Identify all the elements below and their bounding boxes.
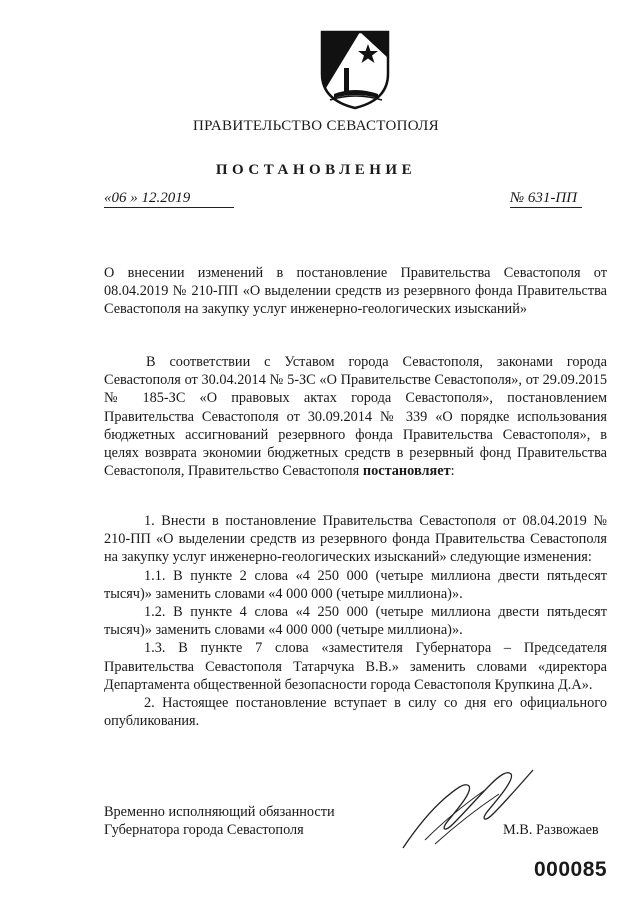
resolution-item-1-1: 1.1. В пункте 2 слова «4 250 000 (четыре миллиона двести пятьдесят тысяч)» заменить словами «4 000 000 (четыре миллиона)».: [104, 567, 607, 602]
resolution-item-1: 1. Внести в постановление Правительства Севастополя от 08.04.2019 № 210-ПП «О выделении средств из резервного фонда Правительства Севастополя на закупку услуг инженерно-геологических изысканий» следующие изменения:: [104, 513, 607, 566]
document-number: № 631-ПП: [510, 190, 582, 208]
resolution-item-1-3: 1.3. В пункте 7 слова «заместителя Губернатора – Председателя Правительства Севастополя Татарчука В.В.» заменить словами «директора Департамента общественной безопасности города Севастополя Крупкина Д.А».: [104, 640, 607, 693]
sevastopol-coat-of-arms-icon: [316, 28, 394, 110]
document-type-title: ПОСТАНОВЛЕНИЕ: [215, 162, 417, 178]
signer-name: М.В. Развожаев: [503, 822, 599, 838]
resolution-items: [104, 512, 607, 730]
preamble-colon: :: [450, 463, 455, 480]
resolution-item-2: 2. Настоящее постановление вступает в силу со дня его официального опубликования.: [104, 695, 607, 730]
organization-name: ПРАВИТЕЛЬСТВО СЕВАСТОПОЛЯ: [193, 118, 439, 134]
signer-position-line-2: Губернатора города Севастополя: [104, 822, 304, 839]
document-date: «06 » 12.2019: [104, 190, 234, 208]
preamble-text: В соответствии с Уставом города Севастополя, законами города Севастополя от 30.04.2014 № 5-ЗС «О Правительстве Севастополя», от 29.09.2015 № 185-ЗС «О правовых актах города Севастополя», постановлением Правительства Севастополя от 30.09.2014 № 339 «О порядке использования бюджетных ассигнований резервного фонда Правительства Севастополя», в целях возврата экономии бюджетных средств в резервный фонд Правительства Севастополя, Правительство Севастополя: [104, 354, 607, 480]
registration-number: 000085: [534, 858, 608, 881]
signer-position: [104, 803, 335, 839]
resolution-item-1-2: 1.2. В пункте 4 слова «4 250 000 (четыре миллиона двести пятьдесят тысяч)» заменить словами «4 000 000 (четыре миллиона)».: [104, 604, 607, 639]
signer-position-line-1: Временно исполняющий обязанности: [104, 804, 335, 820]
document-subject: О внесении изменений в постановление Правительства Севастополя от 08.04.2019 № 210-ПП «О выделении средств из резервного фонда Правительства Севастополя на закупку услуг инженерно-геологических изысканий»: [104, 265, 607, 318]
preamble-paragraph: [104, 353, 607, 480]
decides-keyword: постановляет: [362, 463, 451, 480]
handwritten-signature: [395, 760, 545, 855]
